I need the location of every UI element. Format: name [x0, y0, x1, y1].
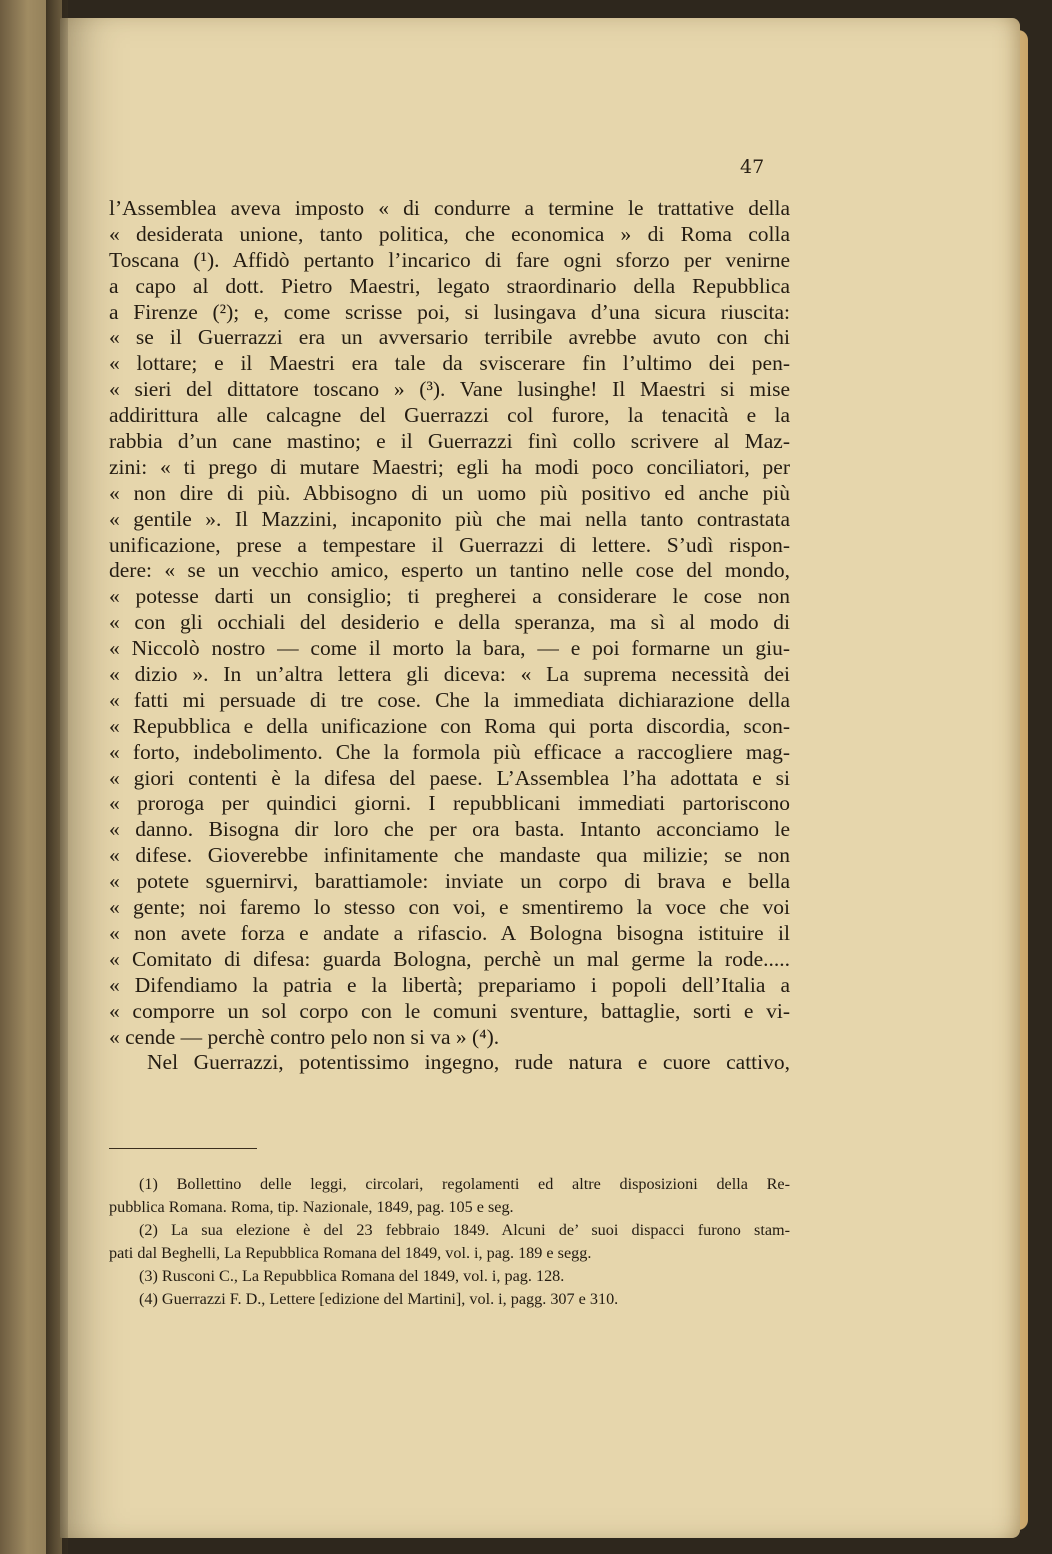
- text-line: « giori contenti è la difesa del paese. L’Assemblea l’ha adottata e si: [109, 765, 790, 790]
- text-line: « non avete forza e andate a rifascio. A Bologna bisogna istituire il: [109, 920, 790, 945]
- text-line: « forto, indebolimento. Che la formola più efficace a raccogliere mag-: [109, 739, 790, 764]
- book-gutter: [46, 0, 68, 1554]
- text-line: « cende — perchè contro pelo non si va » (⁴).: [109, 1024, 500, 1049]
- footnote-line: (3) Rusconi C., La Repubblica Romana del 1849, vol. i, pag. 128.: [139, 1267, 565, 1285]
- footnote-line: (4) Guerrazzi F. D., Lettere [edizione del Martini], vol. i, pagg. 307 e 310.: [139, 1290, 619, 1308]
- footnote-line: pati dal Beghelli, La Repubblica Romana del 1849, vol. i, pag. 189 e segg.: [109, 1244, 592, 1262]
- text-line: « dizio ». In un’altra lettera gli diceva: « La suprema necessità dei: [109, 662, 790, 687]
- text-line: « desiderata unione, tanto politica, che economica » di Roma colla: [109, 221, 790, 246]
- text-line: « potesse darti un consiglio; ti pregherei a considerare le cose non: [109, 584, 790, 609]
- text-line: « comporre un sol corpo con le comuni sventure, battaglie, sorti e vi-: [109, 998, 790, 1023]
- footnote-line: pubblica Romana. Roma, tip. Nazionale, 1849, pag. 105 e seg.: [109, 1198, 514, 1216]
- text-line: « Difendiamo la patria e la libertà; prepariamo i popoli dell’Italia a: [109, 972, 790, 997]
- main-text: [109, 196, 790, 1076]
- text-line: l’Assemblea aveva imposto « di condurre a termine le trattative della: [109, 196, 790, 220]
- text-line: « fatti mi persuade di tre cose. Che la immediata dichiarazione della: [109, 687, 790, 712]
- text-line: « danno. Bisogna dir loro che per ora basta. Intanto acconciamo le: [109, 817, 790, 842]
- text-line: Nel Guerrazzi, potentissimo ingegno, rude natura e cuore cattivo,: [147, 1050, 790, 1075]
- text-line: unificazione, prese a tempestare il Guerrazzi di lettere. S’udì rispon-: [109, 532, 790, 557]
- text-line: « non dire di più. Abbisogno di un uomo più positivo ed anche più: [109, 480, 790, 505]
- text-line: « gentile ». Il Mazzini, incaponito più che mai nella tanto contrastata: [109, 506, 790, 531]
- text-line: « con gli occhiali del desiderio e della speranza, ma sì al modo di: [109, 610, 790, 635]
- text-line: « difese. Gioverebbe infinitamente che mandaste qua milizie; se non: [109, 843, 790, 868]
- text-line: « potete sguernirvi, barattiamole: inviate un corpo di brava e bella: [109, 869, 790, 894]
- text-line: « proroga per quindici giorni. I repubblicani immediati partoriscono: [109, 791, 790, 816]
- text-line: « Repubblica e della unificazione con Roma qui porta discordia, scon-: [109, 713, 790, 738]
- text-line: zini: « ti prego di mutare Maestri; egli ha modi poco conciliatori, per: [109, 454, 790, 479]
- page-number: 47: [740, 156, 765, 178]
- text-line: « sieri del dittatore toscano » (³). Vane lusinghe! Il Maestri si mise: [109, 377, 790, 402]
- text-line: rabbia d’un cane mastino; e il Guerrazzi finì collo scrivere al Maz-: [109, 429, 790, 454]
- text-line: « Niccolò nostro — come il morto la bara, — e poi formarne un giu-: [109, 636, 790, 661]
- footnote-line: (2) La sua elezione è del 23 febbraio 1849. Alcuni de’ suoi dispacci furono stam-: [139, 1221, 790, 1239]
- text-line: « Comitato di difesa: guarda Bologna, perchè un mal germe la rode.....: [109, 946, 790, 971]
- text-line: « gente; noi faremo lo stesso con voi, e smentiremo la voce che voi: [109, 895, 790, 920]
- text-line: « lottare; e il Maestri era tale da sviscerare fin l’ultimo dei pen-: [109, 351, 790, 376]
- text-line: dere: « se un vecchio amico, esperto un tantino nelle cose del mondo,: [109, 558, 790, 583]
- text-line: a Firenze (²); e, come scrisse poi, si lusingava d’una sicura riuscita:: [109, 299, 790, 324]
- text-line: addirittura alle calcagne del Guerrazzi col furore, la tenacità e la: [109, 403, 790, 428]
- text-line: a capo al dott. Pietro Maestri, legato straordinario della Repubblica: [109, 273, 790, 298]
- footnote-line: (1) Bollettino delle leggi, circolari, regolamenti ed altre disposizioni della Re-: [139, 1175, 790, 1193]
- footnotes: [109, 1173, 790, 1311]
- footnote-rule: [109, 1148, 257, 1149]
- text-line: Toscana (¹). Affidò pertanto l’incarico di fare ogni sforzo per venirne: [109, 247, 790, 272]
- text-line: « se il Guerrazzi era un avversario terribile avrebbe avuto con chi: [109, 325, 790, 350]
